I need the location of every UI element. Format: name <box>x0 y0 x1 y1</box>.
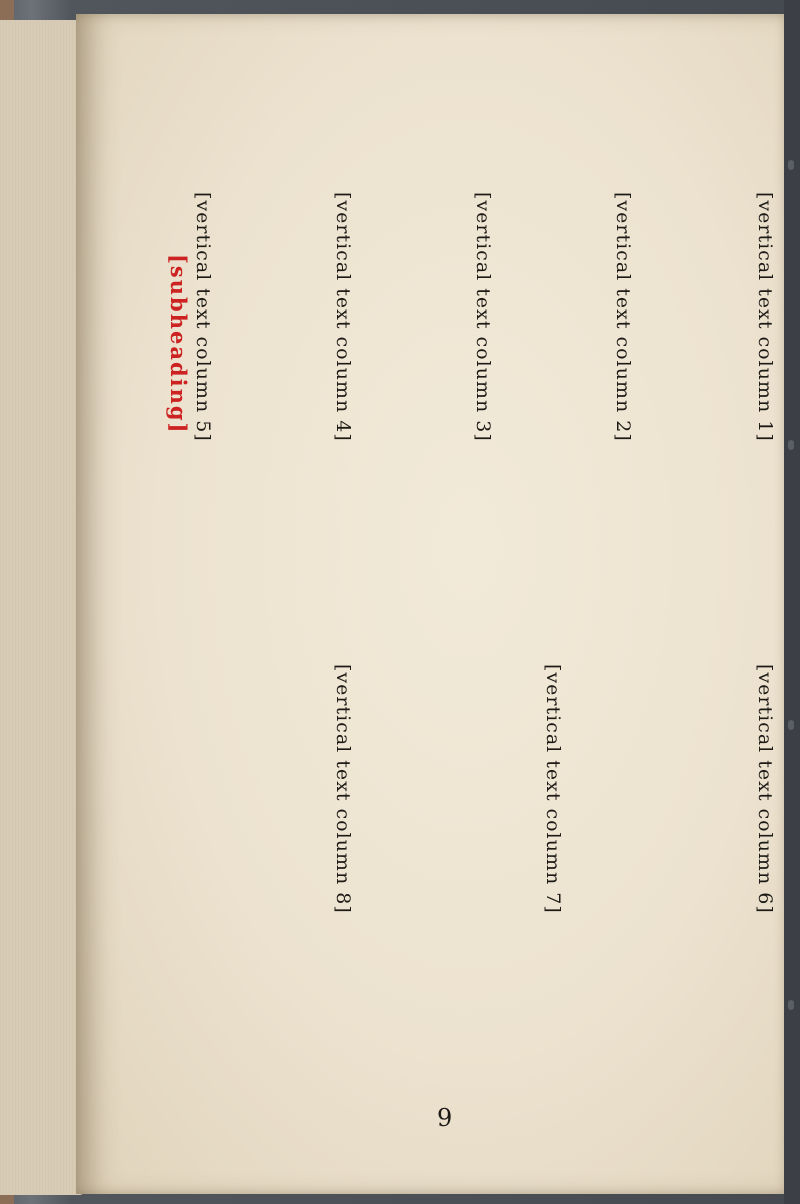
book-cover-right <box>784 0 800 1204</box>
binding-hole <box>788 160 794 170</box>
book-page <box>76 14 788 1194</box>
section-subheading: [subheading] <box>166 254 191 435</box>
bottom-column-2: [vertical text column 7] <box>542 664 564 914</box>
binding-hole <box>788 1000 794 1010</box>
top-column-3: [vertical text column 3] <box>472 192 494 442</box>
top-column-2: [vertical text column 2] <box>612 192 634 442</box>
page-number: 9 <box>437 1104 453 1132</box>
bottom-column-3: [vertical text column 8] <box>332 664 354 914</box>
top-column-1: [vertical text column 1] <box>754 192 776 442</box>
page-stack-edge <box>0 20 82 1195</box>
binding-hole <box>788 440 794 450</box>
bottom-column-1: [vertical text column 6] <box>754 664 776 914</box>
top-column-5: [vertical text column 5] <box>192 192 214 442</box>
binding-hole <box>788 720 794 730</box>
top-column-4: [vertical text column 4] <box>332 192 354 442</box>
